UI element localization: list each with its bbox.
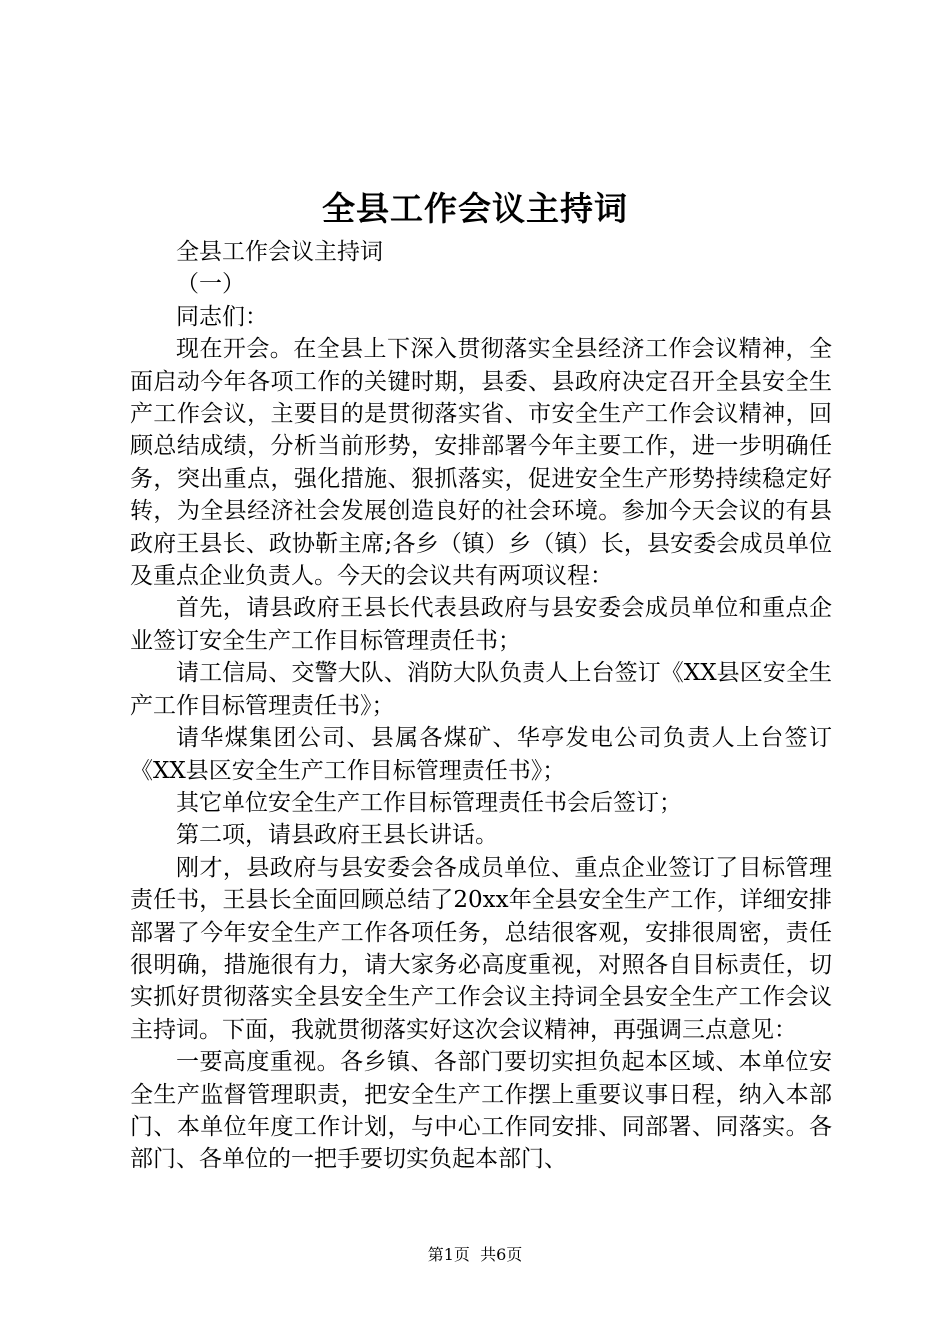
page-footer	[0, 1244, 950, 1266]
page-number: 第1页	[427, 1245, 470, 1264]
paragraph-signing-others: 其它单位安全生产工作目标管理责任书会后签订；	[176, 789, 682, 816]
paragraph-point-one: 一要高度重视。各乡镇、各部门要切实担负起本区域、本单位安全生产监督管理职责，把安全生产工作摆上重要议事日程，纳入本部门、本单位年度工作计划，与中心工作同安排、同部署、同落实。各部门、各单位的一把手要切实负起本部门、	[130, 1049, 832, 1173]
document-body	[130, 236, 832, 1176]
paragraph-salutation: 同志们：	[176, 303, 268, 330]
paragraph-agenda-first: 首先，请县政府王县长代表县政府与县安委会成员单位和重点企业签订安全生产工作目标管理责任书；	[130, 595, 832, 654]
page-total: 共6页	[480, 1245, 523, 1264]
paragraph-summary: 刚才，县政府与县安委会各成员单位、重点企业签订了目标管理责任书，王县长全面回顾总结了20xx年全县安全生产工作，详细安排部署了今年安全生产工作各项任务，总结很客观，安排很周密，责任很明确，措施很有力，请大家务必高度重视，对照各自目标责任，切实抓好贯彻落实全县安全生产工作会议主持词全县安全生产工作会议主持词。下面，我就贯彻落实好这次会议精神，再强调三点意见：	[130, 854, 832, 1043]
paragraph-section-number: （一）	[176, 271, 245, 298]
paragraph-opening: 现在开会。在全县上下深入贯彻落实全县经济工作会议精神，全面启动今年各项工作的关键时期，县委、县政府决定召开全县安全生产工作会议，主要目的是贯彻落实省、市安全生产工作会议精神，回顾总结成绩，分析当前形势，安排部署今年主要工作，进一步明确任务，突出重点，强化措施、狠抓落实，促进安全生产形势持续稳定好转，为全县经济社会发展创造良好的社会环境。参加今天会议的有县政府王县长、政协靳主席;各乡（镇）乡（镇）长，县安委会成员单位及重点企业负责人。今天的会议共有两项议程：	[130, 336, 832, 590]
document-title: 全县工作会议主持词	[322, 189, 628, 228]
paragraph-signing-1: 请工信局、交警大队、消防大队负责人上台签订《XX县区安全生产工作目标管理责任书》；	[130, 660, 832, 719]
paragraph-subtitle: 全县工作会议主持词	[176, 239, 383, 265]
paragraph-signing-2: 请华煤集团公司、县属各煤矿、华亭发电公司负责人上台签订《XX县区安全生产工作目标管理责任书》；	[130, 725, 832, 784]
paragraph-agenda-second: 第二项，请县政府王县长讲话。	[176, 822, 498, 849]
